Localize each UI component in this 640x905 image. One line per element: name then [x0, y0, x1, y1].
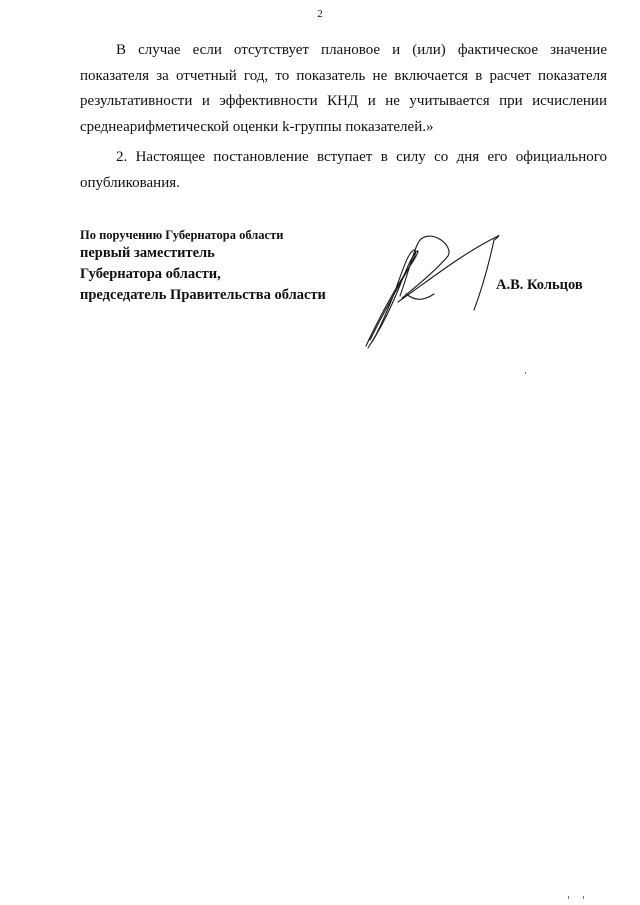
signature-line-2: первый заместитель	[80, 245, 215, 261]
body-paragraph-1: В случае если отсутствует плановое и (или) фактическое значение показателя за отчетный год, то показатель не включается в расчет показателя результативности и эффективности КНД и не учитывается при исчислении среднеарифметической оценки k-группы показателей.»	[80, 42, 607, 135]
signature-line-1: По поручению Губернатора области	[80, 228, 284, 242]
signature-line-3: Губернатора области,	[80, 266, 221, 282]
signature-block	[80, 227, 326, 306]
signature-line-4: председатель Правительства области	[80, 287, 326, 303]
scan-speck	[568, 896, 569, 899]
signer-name: А.В. Кольцов	[496, 277, 583, 293]
body-paragraph-2: 2. Настоящее постановление вступает в силу со дня его официального опубликования.	[80, 149, 607, 191]
page-number: 2	[317, 8, 323, 20]
handwritten-signature	[362, 228, 507, 350]
scan-speck	[525, 372, 526, 374]
scan-speck	[583, 896, 584, 899]
